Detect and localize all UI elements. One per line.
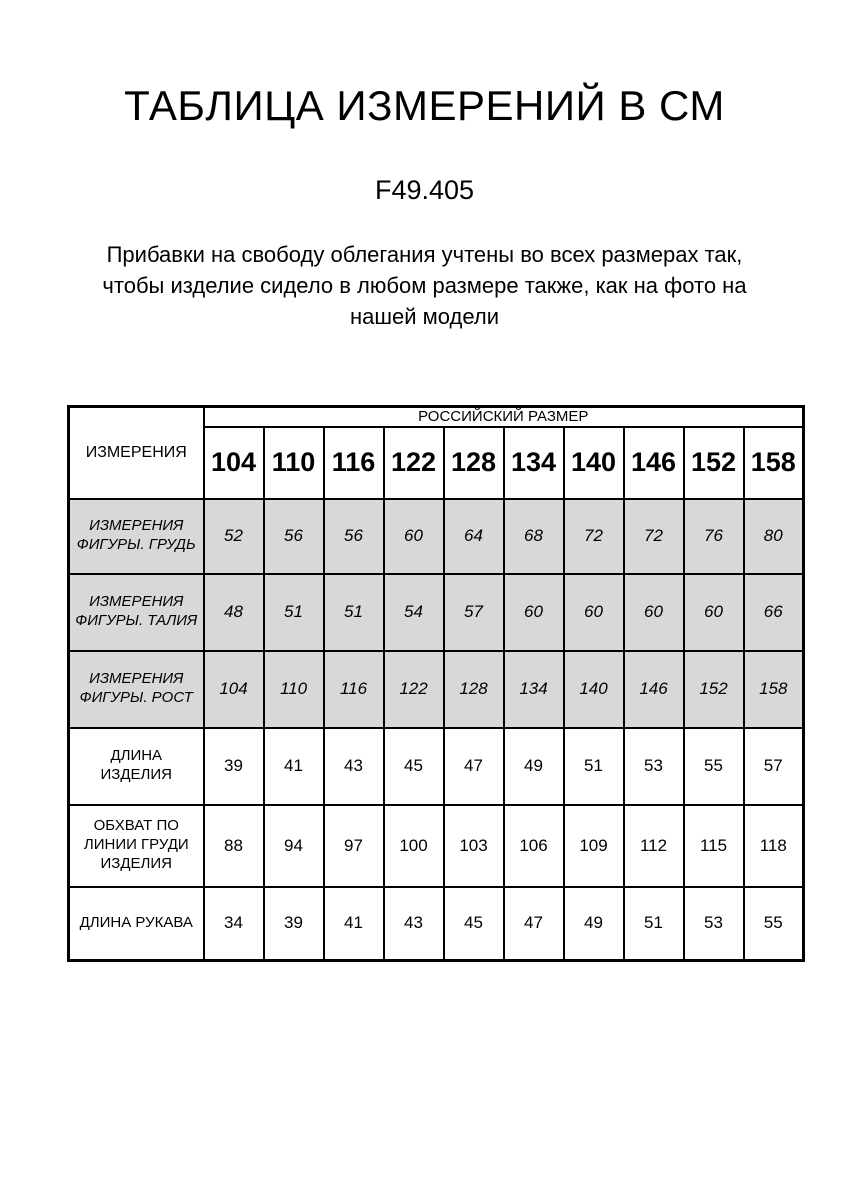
value-cell: 115 <box>684 805 744 887</box>
value-cell: 60 <box>684 574 744 651</box>
value-cell: 39 <box>264 887 324 961</box>
value-cell: 47 <box>444 728 504 805</box>
value-cell: 45 <box>384 728 444 805</box>
size-header-cell: 116 <box>324 427 384 499</box>
row-label: ОБХВАТ ПО ЛИНИИ ГРУДИ ИЗДЕЛИЯ <box>69 805 204 887</box>
table-row <box>69 651 804 728</box>
article-number: F49.405 <box>374 175 475 206</box>
value-cell: 109 <box>564 805 624 887</box>
value-cell: 60 <box>384 499 444 574</box>
value-cell: 41 <box>264 728 324 805</box>
value-cell: 51 <box>624 887 684 961</box>
value-cell: 140 <box>564 651 624 728</box>
value-cell: 60 <box>504 574 564 651</box>
value-cell: 104 <box>204 651 264 728</box>
value-cell: 97 <box>324 805 384 887</box>
size-header-cell: 140 <box>564 427 624 499</box>
value-cell: 53 <box>684 887 744 961</box>
table-row <box>69 805 804 887</box>
value-cell: 134 <box>504 651 564 728</box>
size-system-header-row <box>69 407 804 427</box>
size-measurement-table <box>67 405 805 962</box>
value-cell: 100 <box>384 805 444 887</box>
value-cell: 110 <box>264 651 324 728</box>
value-cell: 94 <box>264 805 324 887</box>
value-cell: 122 <box>384 651 444 728</box>
value-cell: 47 <box>504 887 564 961</box>
value-cell: 57 <box>744 728 804 805</box>
value-cell: 55 <box>684 728 744 805</box>
table-row <box>69 887 804 961</box>
page-title: ТАБЛИЦА ИЗМЕРЕНИЙ В СМ <box>124 82 725 129</box>
value-cell: 106 <box>504 805 564 887</box>
value-cell: 45 <box>444 887 504 961</box>
value-cell: 53 <box>624 728 684 805</box>
value-cell: 43 <box>384 887 444 961</box>
size-header-cell: 104 <box>204 427 264 499</box>
value-cell: 112 <box>624 805 684 887</box>
value-cell: 64 <box>444 499 504 574</box>
value-cell: 48 <box>204 574 264 651</box>
row-label: ИЗМЕРЕНИЯ ФИГУРЫ. РОСТ <box>69 651 204 728</box>
value-cell: 43 <box>324 728 384 805</box>
value-cell: 56 <box>264 499 324 574</box>
value-cell: 88 <box>204 805 264 887</box>
size-header-cell: 158 <box>744 427 804 499</box>
value-cell: 66 <box>744 574 804 651</box>
value-cell: 158 <box>744 651 804 728</box>
table-row <box>69 574 804 651</box>
value-cell: 76 <box>684 499 744 574</box>
value-cell: 54 <box>384 574 444 651</box>
value-cell: 41 <box>324 887 384 961</box>
size-header-cell: 146 <box>624 427 684 499</box>
value-cell: 57 <box>444 574 504 651</box>
value-cell: 56 <box>324 499 384 574</box>
value-cell: 39 <box>204 728 264 805</box>
value-cell: 116 <box>324 651 384 728</box>
value-cell: 60 <box>624 574 684 651</box>
value-cell: 146 <box>624 651 684 728</box>
fit-note-line: Прибавки на свободу облегания учтены во всех размерах так, <box>106 242 743 268</box>
row-label: ДЛИНА ИЗДЕЛИЯ <box>69 728 204 805</box>
row-label: ИЗМЕРЕНИЯ ФИГУРЫ. ТАЛИЯ <box>69 574 204 651</box>
value-cell: 55 <box>744 887 804 961</box>
value-cell: 72 <box>564 499 624 574</box>
measurements-corner-header: ИЗМЕРЕНИЯ <box>69 407 204 499</box>
value-cell: 51 <box>324 574 384 651</box>
value-cell: 60 <box>564 574 624 651</box>
row-label: ИЗМЕРЕНИЯ ФИГУРЫ. ГРУДЬ <box>69 499 204 574</box>
size-header-cell: 122 <box>384 427 444 499</box>
value-cell: 128 <box>444 651 504 728</box>
size-header-cell: 134 <box>504 427 564 499</box>
row-label: ДЛИНА РУКАВА <box>69 887 204 961</box>
value-cell: 51 <box>264 574 324 651</box>
table-body <box>69 499 804 961</box>
size-system-header: РОССИЙСКИЙ РАЗМЕР <box>204 407 804 427</box>
value-cell: 118 <box>744 805 804 887</box>
fit-note-line: чтобы изделие сидело в любом размере также, как на фото на <box>102 273 747 299</box>
value-cell: 103 <box>444 805 504 887</box>
value-cell: 49 <box>564 887 624 961</box>
size-header-cell: 128 <box>444 427 504 499</box>
value-cell: 49 <box>504 728 564 805</box>
value-cell: 152 <box>684 651 744 728</box>
value-cell: 68 <box>504 499 564 574</box>
value-cell: 80 <box>744 499 804 574</box>
value-cell: 34 <box>204 887 264 961</box>
size-header-cell: 152 <box>684 427 744 499</box>
table-row <box>69 728 804 805</box>
value-cell: 72 <box>624 499 684 574</box>
value-cell: 51 <box>564 728 624 805</box>
value-cell: 52 <box>204 499 264 574</box>
fit-note-line: нашей модели <box>349 304 499 330</box>
fit-note <box>0 239 849 332</box>
table-row <box>69 499 804 574</box>
size-header-cell: 110 <box>264 427 324 499</box>
